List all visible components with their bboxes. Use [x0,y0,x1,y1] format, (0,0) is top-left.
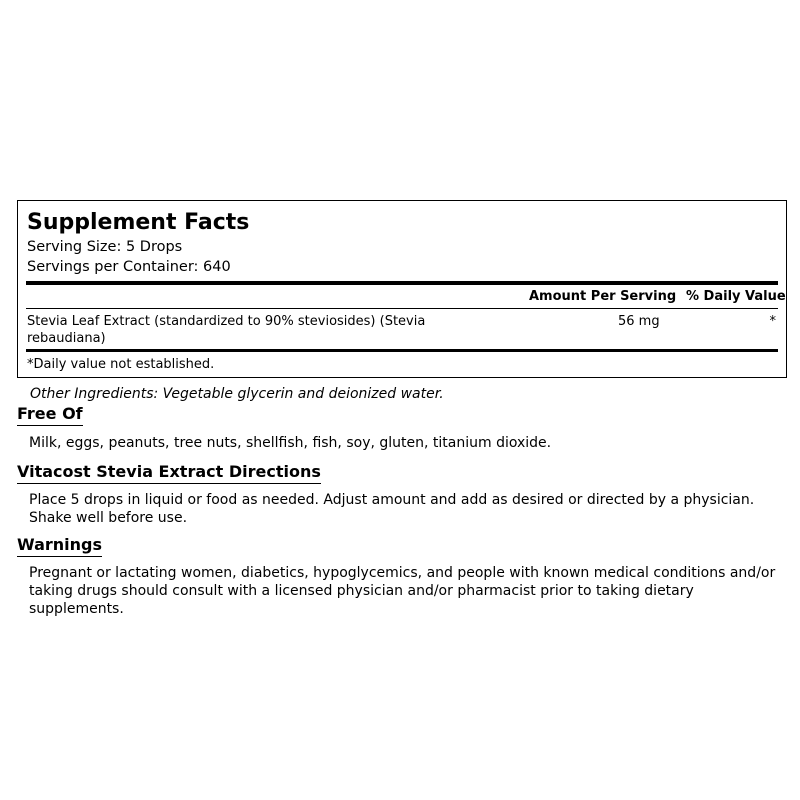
supplement-facts-title: Supplement Facts [27,210,250,235]
directions-text: Place 5 drops in liquid or food as needed. Adjust amount and add as desired or directed by a physician. Shake well before use. [29,492,755,526]
thick-divider [26,281,778,285]
supplement-facts-panel [17,200,787,378]
daily-value-footnote: *Daily value not established. [27,357,215,372]
warnings-text: Pregnant or lactating women, diabetics, hypoglycemics, and people with known medical conditions and/or taking drugs should consult with a licensed physician and/or pharmacist prior to taking dietary supplements. [29,565,776,617]
free-of-text: Milk, eggs, peanuts, tree nuts, shellfish, fish, soy, gluten, titanium dioxide. [29,435,552,451]
amount-per-serving-header: Amount Per Serving [529,289,677,304]
ingredient-name: Stevia Leaf Extract (standardized to 90% steviosides) (Stevia rebaudiana) [27,314,426,346]
free-of-heading: Free Of [17,404,83,426]
thin-divider [26,308,778,309]
ingredient-daily-value: * [769,314,776,329]
other-ingredients: Other Ingredients: Vegetable glycerin and deionized water. [30,386,444,402]
servings-per-container: Servings per Container: 640 [27,259,231,275]
directions-heading: Vitacost Stevia Extract Directions [17,462,321,484]
ingredient-amount: 56 mg [618,314,660,329]
warnings-heading: Warnings [17,535,102,557]
serving-size: Serving Size: 5 Drops [27,239,183,255]
bottom-divider [26,349,778,352]
daily-value-header: % Daily Value [686,289,786,304]
